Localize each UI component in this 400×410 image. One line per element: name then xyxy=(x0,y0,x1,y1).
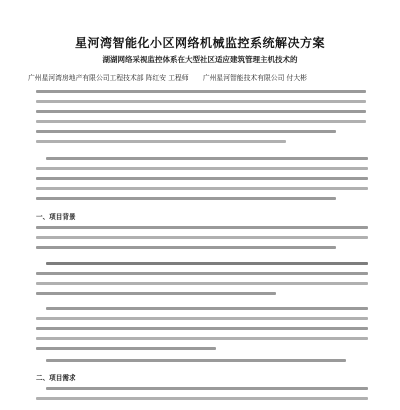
text-line xyxy=(36,327,368,330)
text-line xyxy=(36,347,216,350)
text-line xyxy=(36,187,368,190)
text-line xyxy=(36,282,368,285)
text-line xyxy=(46,307,368,310)
text-line xyxy=(36,236,368,239)
author-2: 广州星河智能技术有限公司 付大彬 xyxy=(202,74,307,82)
text-line xyxy=(46,262,368,265)
document-subtitle: 湖湖网络采视监控体系在大型社区适应建筑管理主机技术的 xyxy=(102,55,298,64)
text-line xyxy=(36,397,368,400)
text-line xyxy=(36,120,366,123)
document-title: 星河湾智能化小区网络机械监控系统解决方案 xyxy=(74,36,325,50)
text-line xyxy=(36,292,276,295)
text-line xyxy=(36,272,368,275)
text-line xyxy=(36,197,336,200)
section-heading-background: 一、项目背景 xyxy=(36,213,76,221)
text-line xyxy=(46,387,368,390)
text-line xyxy=(36,90,366,93)
text-line xyxy=(36,130,336,133)
text-line xyxy=(36,110,366,113)
text-line xyxy=(36,177,368,180)
author-1: 广州星河湾房地产有限公司工程技术部 阵红安 工程师 xyxy=(28,74,189,82)
text-line xyxy=(36,167,368,170)
text-line xyxy=(36,226,368,229)
text-line xyxy=(36,100,366,103)
text-line xyxy=(36,317,368,320)
text-line xyxy=(36,246,336,249)
text-line xyxy=(46,359,346,362)
text-line xyxy=(36,337,368,340)
section-heading-requirements: 二、项目需求 xyxy=(36,374,76,382)
author-line xyxy=(28,72,378,82)
text-line xyxy=(46,157,368,160)
text-line xyxy=(36,140,286,143)
